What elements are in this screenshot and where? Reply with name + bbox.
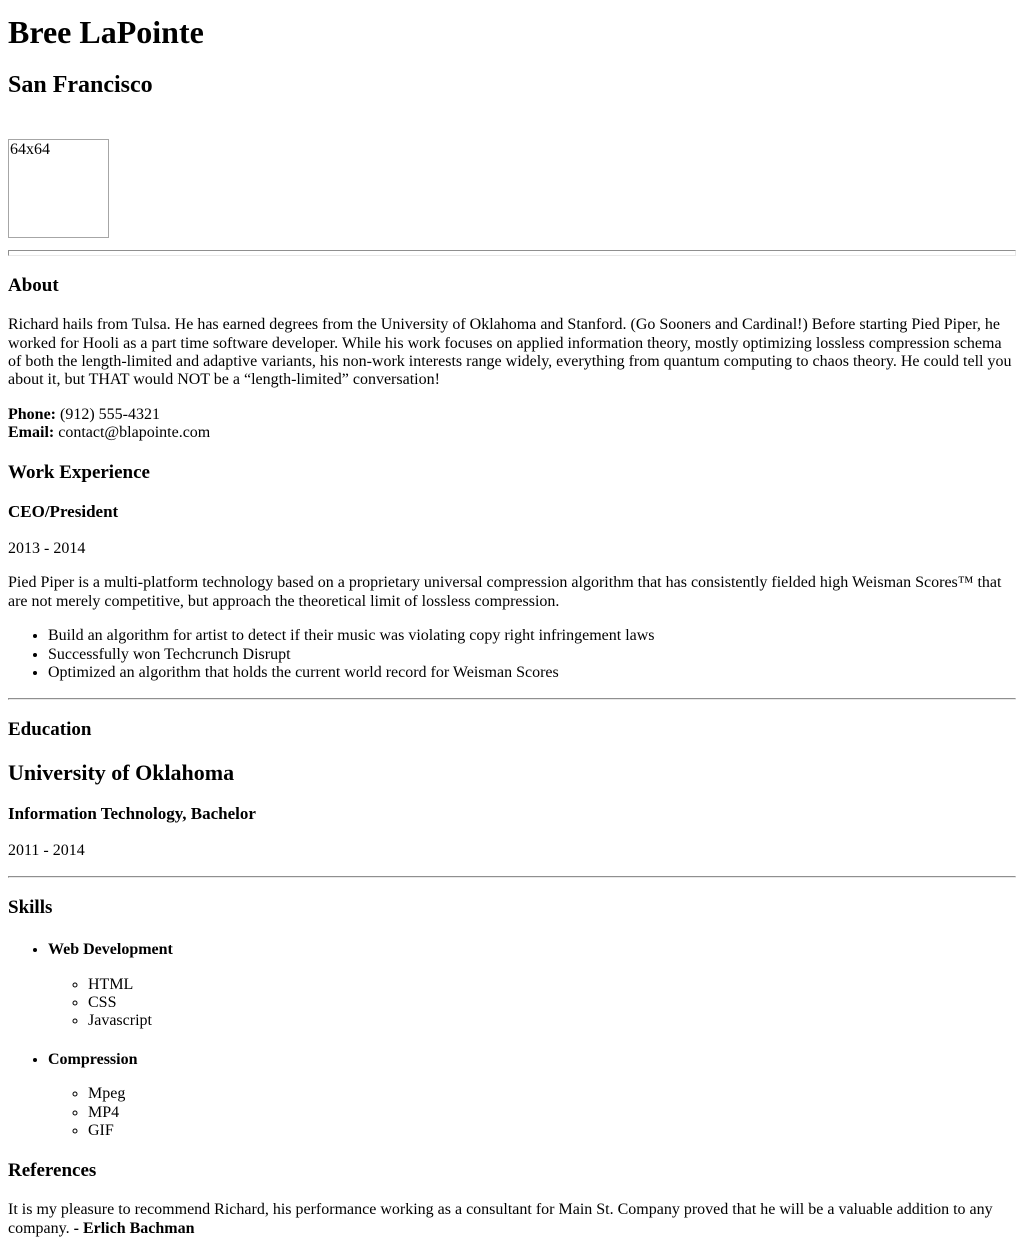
section-about xyxy=(8,275,1016,442)
education-degree: Information Technology, Bachelor xyxy=(8,804,256,824)
section-divider xyxy=(8,876,1016,878)
section-divider xyxy=(8,698,1016,700)
job-highlights-list xyxy=(8,627,1016,682)
skills-heading: Skills xyxy=(8,897,53,919)
skill-group xyxy=(48,941,1016,1031)
section-references xyxy=(8,1160,1016,1238)
reference-quote xyxy=(8,1201,1016,1238)
skill-keywords-list xyxy=(48,976,1016,1031)
skill-group-name: • Compression xyxy=(48,1050,138,1068)
skills-list xyxy=(8,941,1016,1140)
section-education xyxy=(8,719,1016,860)
reference-text: It is my pleasure to recommend Richard, his performance working as a consultant for Main St. Company proved that he will be a valuable addition to any company. xyxy=(8,1201,993,1237)
location-heading: San Francisco xyxy=(8,71,153,98)
references-heading: References xyxy=(8,1160,97,1182)
avatar xyxy=(8,139,109,238)
page-title: Bree LaPointe xyxy=(8,14,204,50)
job-highlight-item: • Build an algorithm for artist to detect if their music was violating copy right infringement laws xyxy=(48,627,1016,645)
skill-keywords-list xyxy=(48,1085,1016,1140)
section-work-experience xyxy=(8,462,1016,683)
resume-page xyxy=(8,14,1016,1238)
job-highlight-item: • Successfully won Techcrunch Disrupt xyxy=(48,646,1016,664)
about-heading: About xyxy=(8,275,59,297)
phone-value: (912) 555-4321 xyxy=(60,405,160,423)
job-summary: Pied Piper is a multi-platform technology based on a proprietary universal compression algorithm that has consistently fielded high Weisman Scores™ that are not merely competitive, but approach the theoretical limit of lossless compression. xyxy=(8,574,1002,610)
education-heading: Education xyxy=(8,719,92,741)
avatar-alt-text: 64x64 xyxy=(10,141,50,159)
section-divider xyxy=(8,250,1016,256)
skill-keyword: ◦ Javascript xyxy=(88,1012,1016,1030)
skill-group-name: • Web Development xyxy=(48,941,173,959)
skill-keyword: ◦ Mpeg xyxy=(88,1085,1016,1103)
education-dates: 2011 - 2014 xyxy=(8,842,85,859)
reference-attribution: - Erlich Bachman xyxy=(73,1219,195,1237)
skill-keyword: ◦ CSS xyxy=(88,994,1016,1012)
email-label: Email: xyxy=(8,424,55,442)
job-dates: 2013 - 2014 xyxy=(8,539,86,557)
email-value: contact@blapointe.com xyxy=(58,424,211,442)
education-institution: University of Oklahoma xyxy=(8,760,235,786)
skill-keyword: ◦ GIF xyxy=(88,1122,1016,1140)
skill-keyword: ◦ MP4 xyxy=(88,1104,1016,1122)
about-summary: Richard hails from Tulsa. He has earned degrees from the University of Oklahoma and Stanford. (Go Sooners and Cardinal!) Before starting Pied Piper, he worked for Hooli as a part time software developer. While his work focuses on applied information theory, mostly optimizing lossless compression schema of both the length-limited and adaptive variants, his non-work interests range widely, everything from quantum computing to chaos theory. He could tell you about it, but THAT would NOT be a “length-limited” conversation! xyxy=(8,316,1012,389)
skill-group xyxy=(48,1051,1016,1141)
work-experience-heading: Work Experience xyxy=(8,461,150,483)
section-skills xyxy=(8,897,1016,1140)
job-highlight-item: • Optimized an algorithm that holds the current world record for Weisman Scores xyxy=(48,664,1016,682)
skill-keyword: ◦ HTML xyxy=(88,976,1016,994)
job-position: CEO/President xyxy=(8,502,119,522)
phone-label: Phone: xyxy=(8,405,56,423)
contact-info xyxy=(8,406,1016,443)
